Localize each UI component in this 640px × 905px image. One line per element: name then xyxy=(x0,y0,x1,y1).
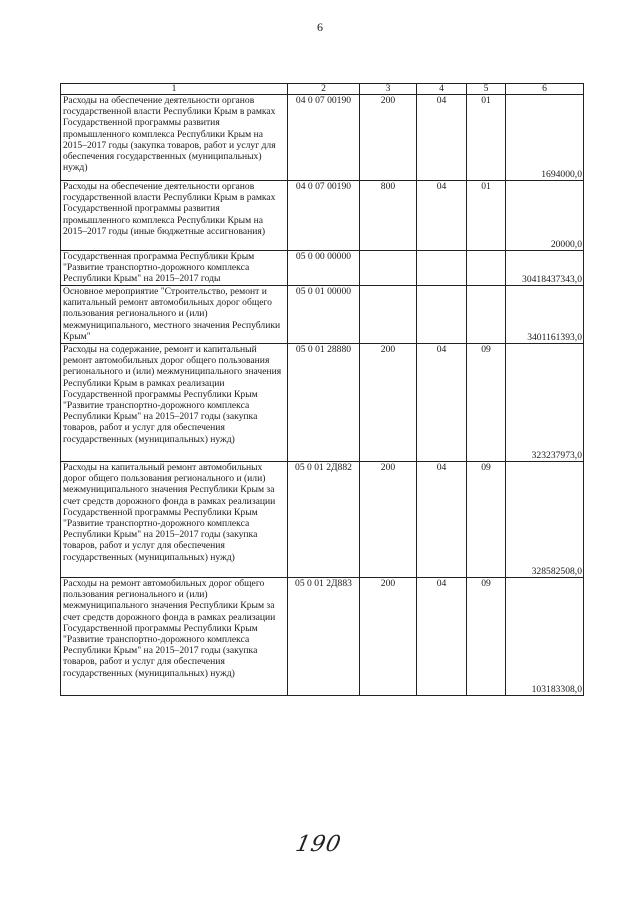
subsection-code: 09 xyxy=(467,578,506,696)
column-header: 5 xyxy=(467,84,506,95)
target-article-code: 05 0 01 2Д883 xyxy=(288,578,360,696)
expense-type-code: 200 xyxy=(360,344,417,462)
section-code: 04 xyxy=(417,462,467,578)
section-code: 04 xyxy=(417,95,467,181)
expense-type-code: 800 xyxy=(360,181,417,251)
expense-name: Расходы на обеспечение деятельности органов государственной власти Республики Крым в рамках Государственной программы развития промышленного комплекса Республики Крым на 2015–2017 годы (закупка товаров, работ и услуг для обеспечения государственных (муниципальных) нужд) xyxy=(61,95,288,181)
expense-name: Расходы на содержание, ремонт и капитальный ремонт автомобильных дорог общего пользования регионального и (или) межмуниципального значения Республики Крым в рамках реализации Государственной программы Республики Крым "Развитие транспортно-дорожного комплекса Республики Крым" на 2015–2017 годы (закупка товаров, работ и услуг для обеспечения государственных (муниципальных) нужд) xyxy=(61,344,288,462)
amount: 323237973,0 xyxy=(506,344,584,462)
column-header: 1 xyxy=(61,84,288,95)
table-header-row xyxy=(61,84,584,95)
subsection-code xyxy=(467,251,506,286)
column-header: 3 xyxy=(360,84,417,95)
expense-type-code: 200 xyxy=(360,578,417,696)
section-code: 04 xyxy=(417,181,467,251)
amount: 30418437343,0 xyxy=(506,251,584,286)
subsection-code: 09 xyxy=(467,462,506,578)
table-row xyxy=(61,181,584,251)
target-article-code: 05 0 01 00000 xyxy=(288,286,360,344)
amount: 103183308,0 xyxy=(506,578,584,696)
section-code xyxy=(417,251,467,286)
expense-type-code: 200 xyxy=(360,462,417,578)
target-article-code: 05 0 01 2Д882 xyxy=(288,462,360,578)
column-header: 6 xyxy=(506,84,584,95)
budget-table xyxy=(60,83,584,696)
table-row xyxy=(61,286,584,344)
amount: 3401161393,0 xyxy=(506,286,584,344)
expense-name: Основное мероприятие "Строительство, ремонт и капитальный ремонт автомобильных дорог общего пользования регионального и (или) межмуниципального, местного значения Республики Крым" xyxy=(61,286,288,344)
table-row xyxy=(61,251,584,286)
table-row xyxy=(61,95,584,181)
target-article-code: 05 0 01 28880 xyxy=(288,344,360,462)
expense-type-code xyxy=(360,251,417,286)
section-code: 04 xyxy=(417,344,467,462)
expense-name: Расходы на капитальный ремонт автомобильных дорог общего пользования регионального и (или) межмуниципального значения Республики Крым за счет средств дорожного фонда в рамках реализации Государственной программы Республики Крым "Развитие транспортно-дорожного комплекса Республики Крым" на 2015–2017 годы (закупка товаров, работ и услуг для обеспечения государственных (муниципальных) нужд) xyxy=(61,462,288,578)
amount: 328582508,0 xyxy=(506,462,584,578)
expense-type-code xyxy=(360,286,417,344)
subsection-code: 01 xyxy=(467,181,506,251)
target-article-code: 04 0 07 00190 xyxy=(288,181,360,251)
subsection-code xyxy=(467,286,506,344)
page-number: 6 xyxy=(317,20,323,34)
section-code xyxy=(417,286,467,344)
target-article-code: 05 0 00 00000 xyxy=(288,251,360,286)
expense-type-code: 200 xyxy=(360,95,417,181)
expense-name: Расходы на ремонт автомобильных дорог общего пользования регионального и (или) межмуниципального значения Республики Крым за счет средств дорожного фонда в рамках реализации Государственной программы Республики Крым "Развитие транспортно-дорожного комплекса Республики Крым" на 2015–2017 годы (закупка товаров, работ и услуг для обеспечения государственных (муниципальных) нужд) xyxy=(61,578,288,696)
table-row xyxy=(61,344,584,462)
handwritten-page-number: 190 xyxy=(293,832,344,857)
expense-name: Государственная программа Республики Крым "Развитие транспортно-дорожного комплекса Республики Крым" на 2015–2017 годы xyxy=(61,251,288,286)
expense-name: Расходы на обеспечение деятельности органов государственной власти Республики Крым в рамках Государственной программы развития промышленного комплекса Республики Крым на 2015–2017 годы (иные бюджетные ассигнования) xyxy=(61,181,288,251)
table-row xyxy=(61,578,584,696)
amount: 20000,0 xyxy=(506,181,584,251)
subsection-code: 01 xyxy=(467,95,506,181)
target-article-code: 04 0 07 00190 xyxy=(288,95,360,181)
section-code: 04 xyxy=(417,578,467,696)
column-header: 2 xyxy=(288,84,360,95)
amount: 1694000,0 xyxy=(506,95,584,181)
column-header: 4 xyxy=(417,84,467,95)
subsection-code: 09 xyxy=(467,344,506,462)
table-row xyxy=(61,462,584,578)
